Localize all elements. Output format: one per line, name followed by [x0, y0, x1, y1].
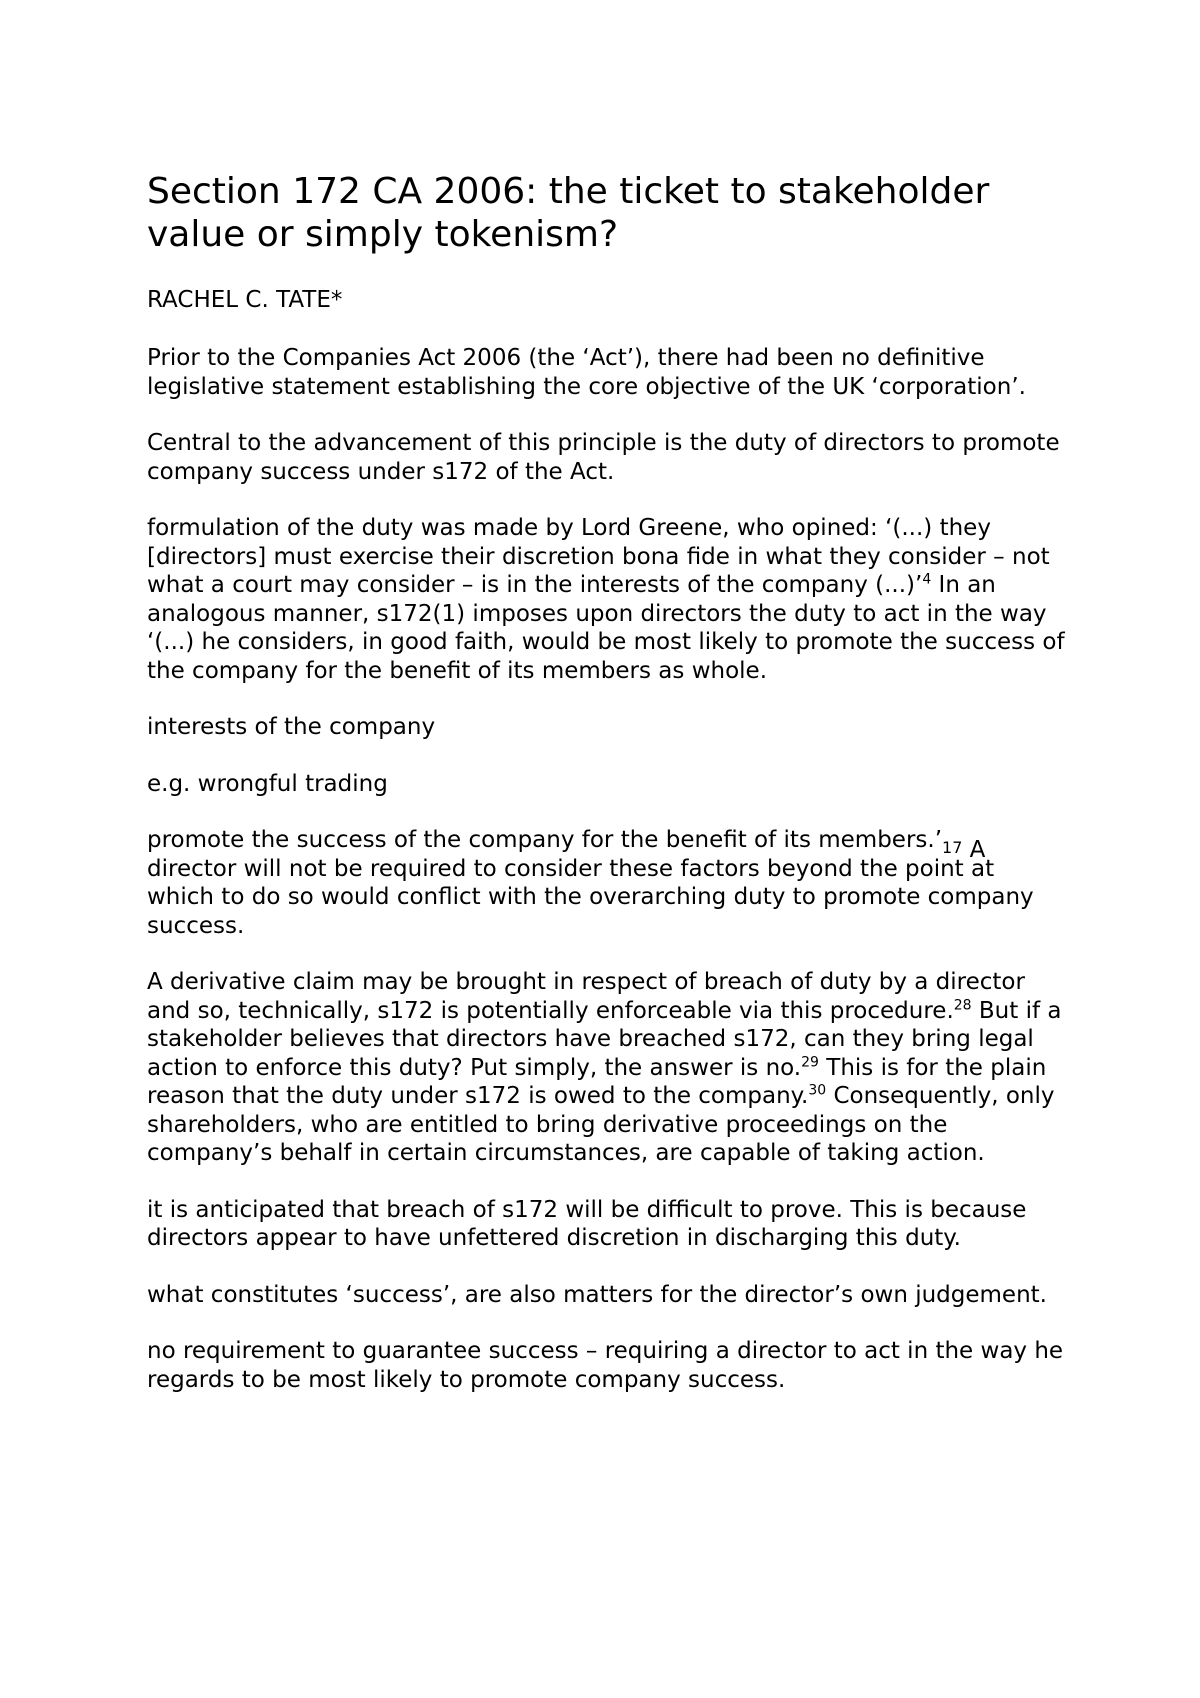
footnote-ref-29: 29: [801, 1053, 819, 1070]
paragraph-6-rest: director will not be required to consider these factors beyond the point at which to do so would conflict with the overarching duty to promote company success.: [147, 855, 1034, 939]
footnote-ref-30: 30: [808, 1082, 827, 1099]
paragraph-6: [147, 826, 1067, 940]
document-body: [147, 170, 1067, 1422]
paragraph-2: Central to the advancement of this principle is the duty of directors to promote company success under s172 of the Act.: [147, 430, 1060, 485]
paragraph-4: interests of the company: [147, 714, 436, 740]
author-name: RACHEL C. TATE*: [147, 287, 343, 313]
footnote-ref-17: 17: [942, 838, 963, 857]
paragraph-9: what constitutes ‘success’, are also matters for the director’s own judgement.: [147, 1281, 1047, 1308]
paragraph-3: [147, 514, 1067, 685]
footnote-ref-4: 4: [922, 571, 932, 588]
paragraph-5: e.g. wrongful trading: [147, 770, 388, 797]
paragraph-1: Prior to the Companies Act 2006 (the ‘Act’), there had been no definitive legislative statement establishing the core objective of the UK ‘corporation’.: [147, 345, 1026, 400]
paragraph-7-part-a: A derivative claim may be brought in respect of breach of duty by a director and so, technically, s172 is potentially enforceable via this procedure.: [147, 969, 1025, 1024]
paragraph-6-text: promote the success of the company for the benefit of its members.’: [147, 827, 943, 853]
paragraph-10: no requirement to guarantee success – requiring a director to act in the way he regards to be most likely to promote company success.: [147, 1338, 1064, 1393]
paragraph-3-text: formulation of the duty was made by Lord Greene, who opined: ‘(...) they [directors] must exercise their discretion bona fide in what they consider – not what a court may consider – is in the interests of the company (...)’: [147, 515, 1050, 598]
paragraph-7: [147, 968, 1067, 1168]
paragraph-3-rest: In an analogous manner, s172(1) imposes upon directors the duty to act in the way ‘(...) he considers, in good faith, would be most likely to promote the success of the company for the benefit of its members as whole.: [147, 572, 1065, 684]
paragraph-7-part-c: This is for the plain reason that the duty under s172 is owed to the company.: [147, 1054, 1047, 1109]
paragraph-8: it is anticipated that breach of s172 will be difficult to prove. This is because directors appear to have unfettered discretion in discharging this duty.: [147, 1196, 1027, 1251]
paragraph-7-part-d: Consequently, only shareholders, who are entitled to bring derivative proceedings on the company’s behalf in certain circumstances, are capable of taking action.: [147, 1083, 1055, 1166]
document-title: Section 172 CA 2006: the ticket to stakeholder value or simply tokenism?: [147, 171, 990, 255]
footnote-ref-28: 28: [953, 996, 972, 1013]
paragraph-6-lowered-a: A: [962, 837, 986, 863]
paragraph-7-part-b: But if a stakeholder believes that directors have breached s172, can they bring legal action to enforce this duty? Put simply, the answer is no.: [147, 997, 1062, 1081]
